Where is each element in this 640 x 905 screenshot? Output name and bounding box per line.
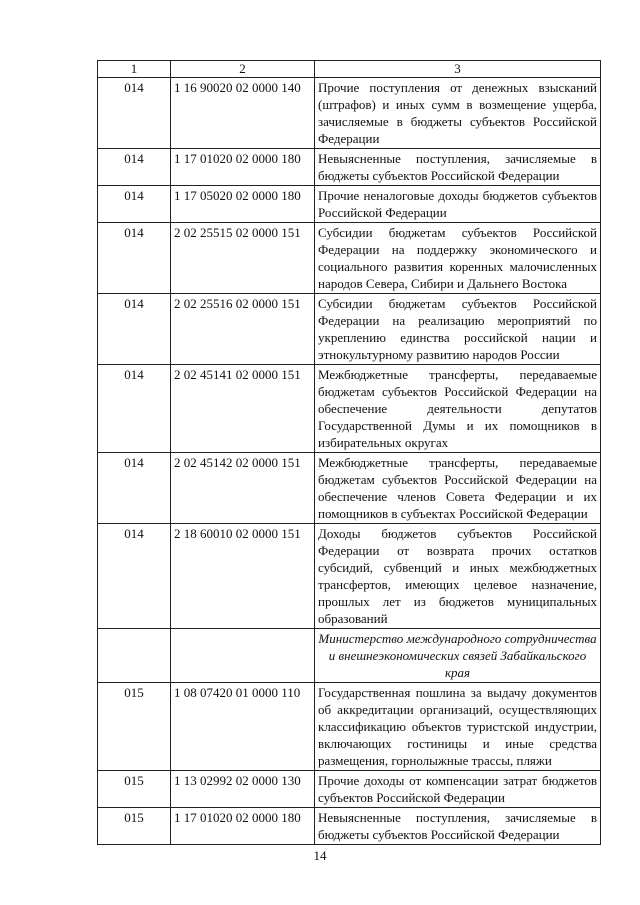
admin-code-cell: 015 — [98, 683, 171, 771]
column-header-2: 2 — [171, 61, 315, 78]
description-cell: Невыясненные поступления, зачисляемые в бюджеты субъектов Российской Федерации — [315, 149, 601, 186]
empty-cell — [171, 629, 315, 683]
table-row — [98, 78, 601, 149]
admin-code-cell: 015 — [98, 808, 171, 845]
table-row — [98, 365, 601, 453]
description-cell: Межбюджетные трансферты, передаваемые бюджетам субъектов Российской Федерации на обеспечение деятельности депутатов Государственной Думы и их помощников в избирательных округах — [315, 365, 601, 453]
admin-code-cell: 014 — [98, 365, 171, 453]
section-heading-row — [98, 629, 601, 683]
table-body — [98, 78, 601, 845]
budget-code-cell: 2 02 25516 02 0000 151 — [171, 294, 315, 365]
table-row — [98, 771, 601, 808]
table-row — [98, 186, 601, 223]
budget-code-cell: 2 18 60010 02 0000 151 — [171, 524, 315, 629]
description-cell: Невыясненные поступления, зачисляемые в бюджеты субъектов Российской Федерации — [315, 808, 601, 845]
admin-code-cell: 014 — [98, 294, 171, 365]
budget-code-cell: 1 16 90020 02 0000 140 — [171, 78, 315, 149]
admin-code-cell: 014 — [98, 453, 171, 524]
revenue-codes-table — [97, 60, 601, 845]
description-cell: Прочие доходы от компенсации затрат бюджетов субъектов Российской Федерации — [315, 771, 601, 808]
admin-code-cell: 014 — [98, 524, 171, 629]
table-row — [98, 149, 601, 186]
description-cell: Межбюджетные трансферты, передаваемые бюджетам субъектов Российской Федерации на обеспечение членов Совета Федерации и их помощников в субъектах Российской Федерации — [315, 453, 601, 524]
budget-code-cell: 2 02 45142 02 0000 151 — [171, 453, 315, 524]
table-row — [98, 524, 601, 629]
budget-code-cell: 1 17 05020 02 0000 180 — [171, 186, 315, 223]
table-header-row — [98, 61, 601, 78]
column-header-1: 1 — [98, 61, 171, 78]
description-cell: Субсидии бюджетам субъектов Российской Федерации на реализацию мероприятий по укреплению единства российской нации и этнокультурному развитию народов России — [315, 294, 601, 365]
column-header-3: 3 — [315, 61, 601, 78]
table-row — [98, 683, 601, 771]
budget-code-cell: 1 08 07420 01 0000 110 — [171, 683, 315, 771]
description-cell: Государственная пошлина за выдачу документов об аккредитации организаций, осуществляющих классификацию объектов туристской индустрии, включающих гостиницы и иные средства размещения, горнолыжные трассы, пляжи — [315, 683, 601, 771]
empty-cell — [98, 629, 171, 683]
budget-code-cell: 2 02 25515 02 0000 151 — [171, 223, 315, 294]
description-cell: Прочие неналоговые доходы бюджетов субъектов Российской Федерации — [315, 186, 601, 223]
budget-code-cell: 1 17 01020 02 0000 180 — [171, 149, 315, 186]
admin-code-cell: 014 — [98, 149, 171, 186]
description-cell: Прочие поступления от денежных взысканий (штрафов) и иных сумм в возмещение ущерба, зачисляемые в бюджеты субъектов Российской Федерации — [315, 78, 601, 149]
admin-code-cell: 014 — [98, 186, 171, 223]
budget-code-cell: 1 17 01020 02 0000 180 — [171, 808, 315, 845]
table-row — [98, 294, 601, 365]
description-cell: Субсидии бюджетам субъектов Российской Федерации на поддержку экономического и социального развития коренных малочисленных народов Севера, Сибири и Дальнего Востока — [315, 223, 601, 294]
admin-code-cell: 014 — [98, 78, 171, 149]
budget-code-cell: 2 02 45141 02 0000 151 — [171, 365, 315, 453]
table-row — [98, 453, 601, 524]
budget-code-cell: 1 13 02992 02 0000 130 — [171, 771, 315, 808]
admin-code-cell: 014 — [98, 223, 171, 294]
admin-code-cell: 015 — [98, 771, 171, 808]
table-row — [98, 808, 601, 845]
section-heading: Министерство международного сотрудничества и внешнеэкономических связей Забайкальского края — [315, 629, 601, 683]
description-cell: Доходы бюджетов субъектов Российской Федерации от возврата прочих остатков субсидий, субвенций и иных межбюджетных трансфертов, имеющих целевое назначение, прошлых лет из бюджетов муниципальных образований — [315, 524, 601, 629]
page-number: 14 — [313, 848, 327, 863]
table-row — [98, 223, 601, 294]
